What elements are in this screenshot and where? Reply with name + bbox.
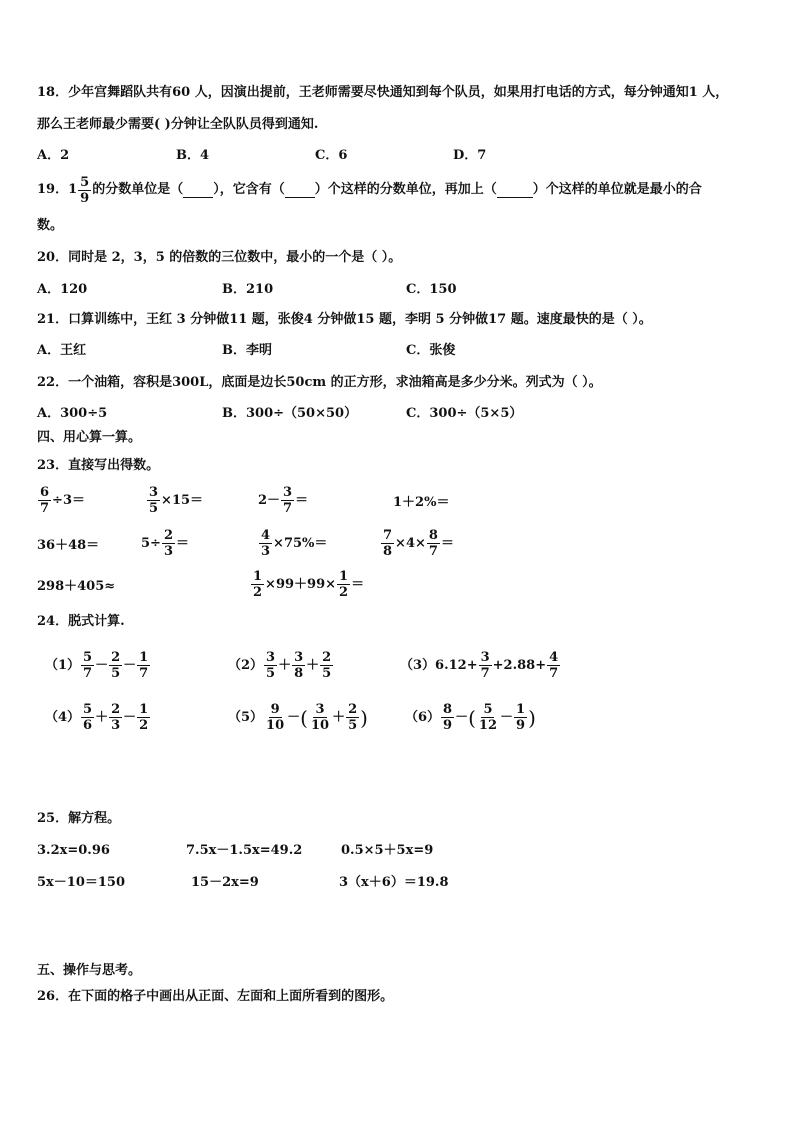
numerator: 1 [253,569,263,584]
q18-line1: 18．少年宫舞蹈队共有60 人，因演出提前，王老师需要尽快通知到每个队员，如果用打电话的方式，每分钟通知1 人， [37,85,729,100]
right-paren: ) [360,705,368,730]
numerator: 3 [294,650,304,665]
section-4-heading: 四、用心算一算。 [37,430,142,445]
q24-problem-3 [400,650,561,681]
q23-expr-10 [250,569,364,600]
q22-text: 22．一个油箱，容积是300L，底面是边长50cm 的正方形，求油箱高是多少分米。列式为（ ）。 [37,375,602,390]
expr-mid: ×4× [395,535,426,551]
denominator: 5 [149,501,159,516]
q25-equation-3: 0.5×5＋5x=9 [341,843,434,858]
denominator: 7 [139,666,149,681]
section-5-heading: 五、操作与思考。 [37,963,142,978]
numerator: 5 [483,702,493,717]
q20-option-b: B．210 [222,282,274,297]
denominator: 7 [40,501,50,516]
expr-rest: ＝ [440,535,454,551]
q21-option-b: B．李明 [222,343,272,358]
q18-option-d: D．7 [453,148,487,163]
numerator: 2 [111,702,121,717]
fraction [38,485,51,516]
denominator: 7 [549,666,559,681]
q24-problem-2 [228,650,334,681]
fraction [427,528,440,559]
q23-expr-5: 36＋48＝ [37,538,100,553]
denominator: 5 [322,666,332,681]
q22-option-a: A．300÷5 [37,406,108,421]
numerator: 3 [315,702,325,717]
fraction [251,569,264,600]
operator: － [287,709,301,725]
q24-title: 24．脱式计算. [37,614,125,629]
numerator: 8 [443,702,453,717]
numerator: 1 [139,702,149,717]
q24-problem-1 [45,650,151,681]
fraction [309,702,331,733]
numerator: 3 [266,650,276,665]
q25-equation-5: 15－2x=9 [191,875,259,890]
fraction [109,650,122,681]
numerator: 3 [283,485,293,500]
numerator: 5 [83,650,93,665]
q25-equation-6: 3（x＋6）＝19.8 [339,875,449,890]
q24-problem-5 [228,702,368,733]
expr-pre: 5÷ [141,535,161,551]
fraction [441,702,454,733]
numerator: 5 [83,702,93,717]
expr-pre: 2－ [258,492,281,508]
expr-rest: ÷3＝ [52,492,85,508]
q19-text1: 的分数单位是（ [92,182,184,197]
fraction [281,485,294,516]
q19-mixed-number [68,174,92,206]
q19-text4: ）个这样的单位就是最小的合 [532,182,702,197]
q20-text: 20．同时是 2，3，5 的倍数的三位数中，最小的一个是（ ）。 [37,250,402,265]
q23-expr-3 [258,485,308,516]
q19-text3: ）个这样的分数单位，再加上（ [314,182,497,197]
fraction [137,650,150,681]
denominator: 8 [383,544,393,559]
operator: － [123,709,137,725]
q23-expr-9: 298＋405≈ [37,579,116,594]
q20-option-a: A．120 [37,282,88,297]
operator: － [455,709,469,725]
fraction [81,650,94,681]
problem-label: （2） [228,657,264,673]
q19-line1 [37,174,702,206]
operator: － [500,709,514,725]
expr-rest: ×15＝ [161,492,204,508]
q19-whole: 1 [68,182,78,197]
numerator: 1 [139,650,149,665]
problem-label: （5） [228,709,264,725]
q21-option-a: A．王红 [37,343,87,358]
q23-expr-7 [258,528,327,559]
q24-problem-6 [405,702,536,733]
denominator: 9 [516,718,526,733]
fraction [479,650,492,681]
q19-blank-3[interactable] [497,183,533,198]
fraction [109,702,122,733]
q19-text2: ），它含有（ [213,182,285,197]
fraction [514,702,527,733]
numerator: 6 [40,485,50,500]
q19-frac-denominator: 9 [80,190,90,206]
numerator: 1 [516,702,526,717]
operator: ＋ [332,709,346,725]
fraction [137,702,150,733]
numerator: 4 [549,650,559,665]
q18-option-c: C．6 [315,148,348,163]
fraction [264,702,286,733]
denominator: 7 [428,544,438,559]
q18-option-a: A．2 [37,148,70,163]
problem-label: （3） [400,657,436,673]
numerator: 2 [111,650,121,665]
expr-rest: ＝ [295,492,309,508]
expr-mid: ×99＋99× [265,576,337,592]
problem-label: （1） [45,657,81,673]
fraction [259,528,272,559]
fraction [320,650,333,681]
denominator: 7 [83,666,93,681]
denominator: 3 [261,544,271,559]
q18-option-b: B．4 [176,148,210,163]
q22-option-c: C．300÷（5×5） [406,406,523,421]
numerator: 3 [149,485,159,500]
denominator: 5 [348,718,358,733]
q19-number: 19． [37,182,69,197]
operator: － [95,657,109,673]
expr-mid: +2.88+ [492,657,547,673]
expr-rest: ＝ [176,535,190,551]
numerator: 8 [428,528,438,543]
denominator: 2 [253,585,263,600]
q21-option-c: C．张俊 [406,343,456,358]
denominator: 3 [111,718,121,733]
expr-pre: 6.12+ [435,657,478,673]
right-paren: ) [528,705,536,730]
q25-equation-1: 3.2x=0.96 [37,843,110,858]
denominator: 7 [480,666,490,681]
fraction [162,528,175,559]
q26-text: 26．在下面的格子中画出从正面、左面和上面所看到的图形。 [37,989,394,1004]
denominator: 5 [266,666,276,681]
denominator: 7 [283,501,293,516]
numerator: 1 [339,569,349,584]
expr-rest: ＝ [351,576,365,592]
numerator: 4 [261,528,271,543]
q23-expr-4: 1＋2%＝ [393,495,450,510]
q18-line2: 那么王老师最少需要( )分钟让全队队员得到通知. [37,117,319,132]
q19-line2: 数。 [37,218,64,233]
q23-expr-8 [380,528,454,559]
fraction [477,702,499,733]
denominator: 12 [478,718,498,733]
problem-label: （4） [45,709,81,725]
numerator: 2 [322,650,332,665]
denominator: 9 [443,718,453,733]
fraction [264,650,277,681]
q19-frac-numerator: 5 [80,174,90,190]
numerator: 9 [270,702,280,717]
q22-option-b: B．300÷（50×50） [222,406,358,421]
operator: ＋ [95,709,109,725]
numerator: 2 [348,702,358,717]
q25-equation-2: 7.5x－1.5x=49.2 [186,843,303,858]
denominator: 10 [310,718,330,733]
fraction [346,702,359,733]
q23-expr-1 [37,485,85,516]
expr-rest: ×75%＝ [273,535,328,551]
numerator: 7 [383,528,393,543]
q25-title: 25．解方程。 [37,811,121,826]
fraction [81,702,94,733]
left-paren: ( [300,705,308,730]
q19-fraction [78,175,91,206]
q23-title: 23．直接写出得数。 [37,458,160,473]
q23-expr-6 [141,528,189,559]
denominator: 2 [139,718,149,733]
q19-blank-2[interactable] [285,183,315,198]
fraction [337,569,350,600]
numerator: 2 [163,528,173,543]
q19-blank-1[interactable] [183,183,213,198]
q24-problem-4 [45,702,151,733]
denominator: 5 [111,666,121,681]
denominator: 10 [266,718,285,733]
q21-text: 21．口算训练中，王红 3 分钟做11 题，张俊4 分钟做15 题，李明 5 分钟做17 题。速度最快的是（ ）。 [37,312,652,327]
operator: ＋ [278,657,292,673]
denominator: 3 [163,544,173,559]
problem-label: （6） [405,709,441,725]
left-paren: ( [468,705,476,730]
fraction [547,650,560,681]
numerator: 3 [480,650,490,665]
fraction [147,485,160,516]
denominator: 2 [339,585,349,600]
q20-option-c: C．150 [406,282,457,297]
q25-equation-4: 5x－10＝150 [37,875,126,890]
operator: ＋ [306,657,320,673]
fraction [381,528,394,559]
fraction [292,650,305,681]
operator: － [123,657,137,673]
denominator: 6 [83,718,93,733]
denominator: 8 [294,666,304,681]
q23-expr-2 [146,485,203,516]
